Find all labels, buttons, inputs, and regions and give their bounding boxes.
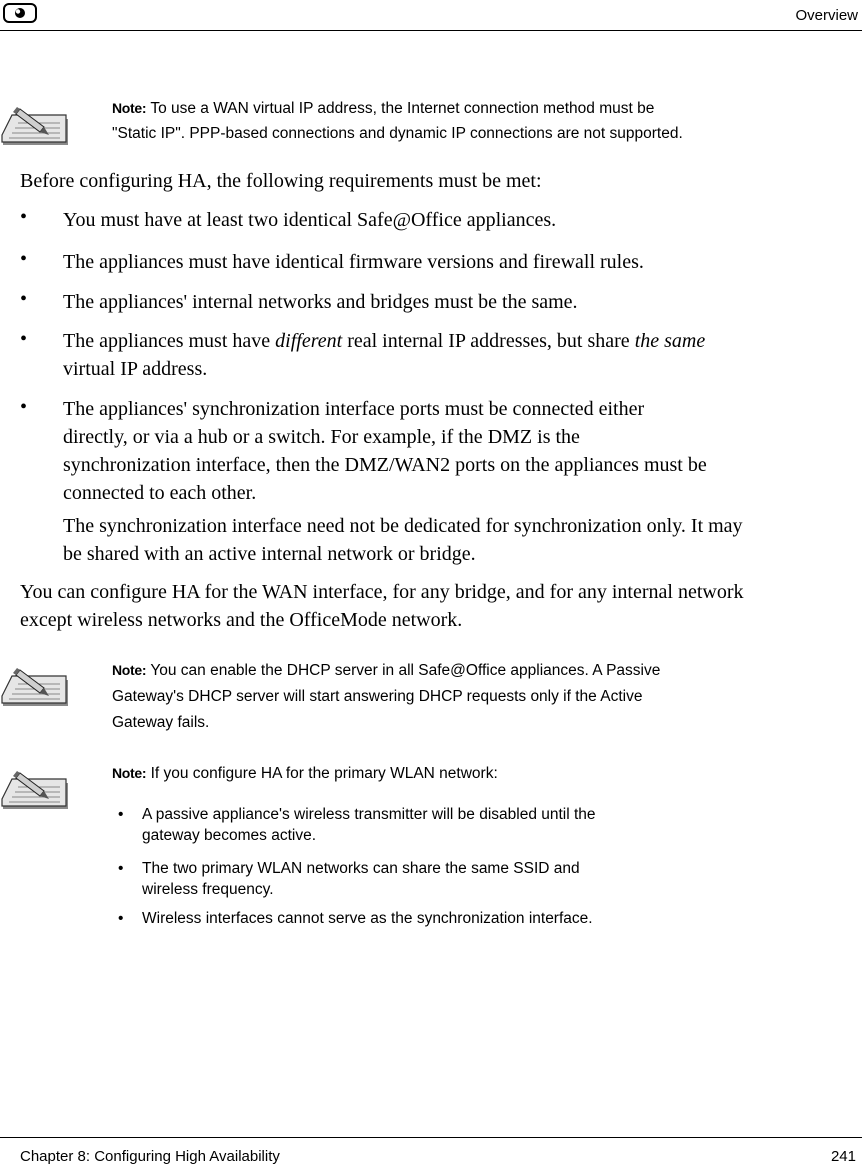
bullet-marker: • [20, 248, 28, 270]
bullet-marker: • [118, 910, 124, 927]
note-bullet-item: The two primary WLAN networks can share the same SSID and wireless frequency. [142, 860, 580, 898]
note-label: Note: [112, 765, 147, 781]
bullet-marker: • [20, 396, 28, 418]
page-number: 241 [830, 1148, 856, 1165]
note-1 [112, 96, 683, 146]
wan-paragraph: You can configure HA for the WAN interface, for any bridge, and for any internal network except wireless networks and the OfficeMode network. [20, 581, 744, 631]
note-text: If you configure HA for the primary WLAN network: [150, 765, 498, 782]
bullet-marker: • [20, 288, 28, 310]
page-footer [0, 1137, 862, 1166]
requirement-item: The appliances must have different real internal IP addresses, but share the same virtual IP address. [63, 330, 706, 380]
requirement-item: The appliances' synchronization interface ports must be connected either directly, or via a hub or a switch. For example, if the DMZ is the synchronization interface, then the DMZ/WAN2 ports on the appliances must be connected to each other. [63, 398, 707, 504]
bullet-marker: • [20, 206, 28, 228]
logo-icon [3, 3, 37, 23]
requirement-item: You must have at least two identical Safe@Office appliances. [63, 209, 557, 231]
bullet-marker: • [20, 328, 28, 350]
note-text: "Static IP". PPP-based connections and dynamic IP connections are not supported. [112, 125, 683, 142]
footer-chapter: Chapter 8: Configuring High Availability [20, 1148, 280, 1165]
requirement-note: The synchronization interface need not be dedicated for synchronization only. It may be shared with an active internal network or bridge. [63, 515, 743, 565]
note-pencil-icon [0, 761, 72, 813]
bullet-marker: • [118, 860, 124, 877]
note-text: To use a WAN virtual IP address, the Internet connection method must be [150, 100, 655, 117]
requirement-item: The appliances' internal networks and bridges must be the same. [63, 291, 578, 313]
page-header [0, 0, 862, 31]
note-text: Gateway fails. [112, 714, 210, 731]
note-text: You can enable the DHCP server in all Safe@Office appliances. A Passive [150, 662, 661, 679]
note-bullet-item: A passive appliance's wireless transmitter will be disabled until the gateway becomes active. [142, 806, 596, 844]
note-2 [112, 657, 660, 736]
note-pencil-icon [0, 97, 72, 149]
note-pencil-icon [0, 658, 72, 710]
intro-paragraph: Before configuring HA, the following requirements must be met: [20, 170, 542, 192]
note-label: Note: [112, 100, 147, 116]
requirement-item: The appliances must have identical firmware versions and firewall rules. [63, 251, 644, 273]
note-bullet-item: Wireless interfaces cannot serve as the synchronization interface. [142, 910, 593, 927]
note-text: Gateway's DHCP server will start answering DHCP requests only if the Active [112, 688, 643, 705]
bullet-marker: • [118, 806, 124, 823]
note-label: Note: [112, 662, 147, 678]
note-3 [112, 761, 498, 786]
header-title: Overview [795, 7, 858, 24]
